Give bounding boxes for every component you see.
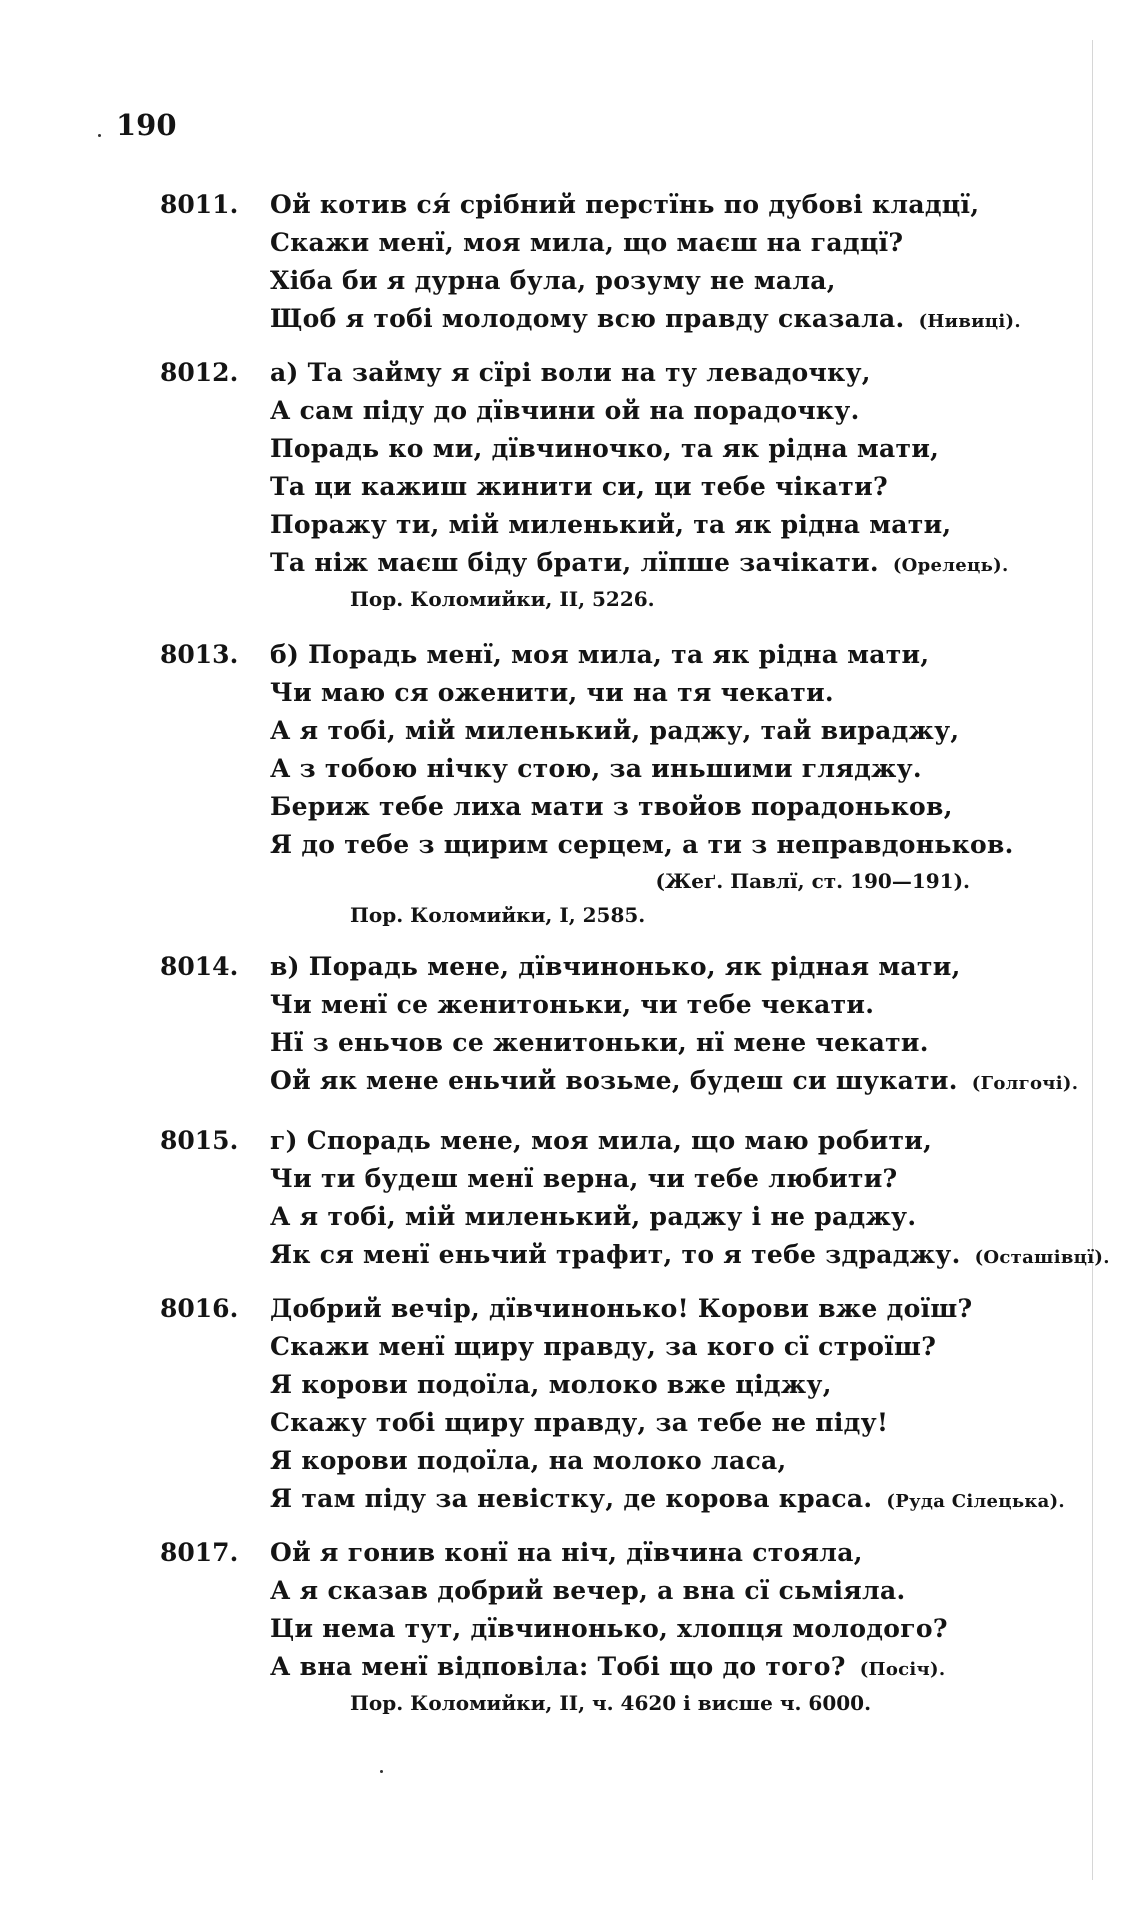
verse-lines (270, 1534, 1070, 1720)
verse-line: А я сказав добрий вечер, а вна сї сьміяла. (270, 1576, 906, 1605)
verse-line: А вна менї відповіла: Тобі що до того? (Посіч). (270, 1652, 946, 1681)
verse-line: в) Порадь мене, дївчинонько, як рідная мати, (270, 952, 961, 981)
source-note: (Посіч). (859, 1659, 946, 1680)
entry-number: 8016. (160, 1294, 239, 1323)
verse-line: Щоб я тобі молодому всю правду сказала. (Нивиці). (270, 304, 1021, 333)
verse-line: Нї з еньчов се женитоньки, нї мене чекати. (270, 1028, 929, 1057)
verse-line: Чи маю ся оженити, чи на тя чекати. (270, 678, 834, 707)
entry-number: 8013. (160, 640, 239, 669)
verse-line: А сам піду до дївчини ой на порадочку. (270, 396, 860, 425)
verse-line: А з тобою нічку стою, за иньшими гляджу. (270, 754, 922, 783)
page-edge-line (1092, 40, 1093, 1880)
entry-number: 8012. (160, 358, 239, 387)
reference-note: Пор. Коломийки, I, 2585. (350, 903, 646, 927)
verse-line: Та ніж маєш біду брати, лїпше зачікати. (Орелець). (270, 548, 1009, 577)
verse-line: Ой я гонив конї на ніч, дївчина стояла, (270, 1538, 863, 1567)
verse-line: Бериж тебе лиха мати з твойов порадоньков, (270, 792, 953, 821)
entry-number: 8011. (160, 190, 239, 219)
verse-lines (270, 636, 1070, 932)
verse-line: г) Спорадь мене, моя мила, що маю робити, (270, 1126, 933, 1155)
page-number: 190 (116, 108, 177, 142)
reference-note: Пор. Коломийки, II, ч. 4620 і висше ч. 6000. (350, 1691, 872, 1715)
source-note: (Орелець). (892, 555, 1009, 576)
verse-line: Добрий вечір, дївчинонько! Корови вже доїш? (270, 1294, 973, 1323)
verse-line: Я корови подоїла, молоко вже ціджу, (270, 1370, 832, 1399)
verse-lines (270, 186, 1070, 338)
verse-line: Хіба би я дурна була, розуму не мала, (270, 266, 836, 295)
verse-line: Скажи менї, моя мила, що маєш на гадцї? (270, 228, 904, 257)
verse-line: Скажу тобі щиру правду, за тебе не піду! (270, 1408, 889, 1437)
source-note: (Голгочі). (971, 1073, 1079, 1094)
verse-line: Поражу ти, мій миленький, та як рідна мати, (270, 510, 952, 539)
source-note: (Осташівцї). (974, 1247, 1110, 1268)
verse-line: б) Порадь менї, моя мила, та як рідна мати, (270, 640, 930, 669)
verse-line: Ой котив ся́ срібний перстїнь по дубові кладцї, (270, 190, 980, 219)
verse-line: Я до тебе з щирим серцем, а ти з неправдоньков. (270, 830, 1014, 859)
verse-lines (270, 1122, 1110, 1274)
verse-lines (270, 1290, 1070, 1518)
verse-line: Я там піду за невістку, де корова краса. (Руда Сілецька). (270, 1484, 1065, 1513)
verse-lines (270, 948, 1079, 1100)
speck (98, 134, 101, 137)
entry-number: 8017. (160, 1538, 239, 1567)
verse-line: Ци нема тут, дївчинонько, хлопця молодого? (270, 1614, 948, 1643)
verse-lines (270, 354, 1070, 616)
verse-line: Та ци кажиш жинити си, ци тебе чікати? (270, 472, 888, 501)
speck (380, 1770, 383, 1773)
reference-note: Пор. Коломийки, II, 5226. (350, 587, 655, 611)
source-note: (Руда Сілецька). (886, 1491, 1065, 1512)
verse-line: А я тобі, мій миленький, раджу, тай вираджу, (270, 716, 960, 745)
verse-line: Скажи менї щиру правду, за кого сї строїш? (270, 1332, 937, 1361)
entry-number: 8014. (160, 952, 239, 981)
verse-line: Як ся менї еньчий трафит, то я тебе здраджу. (Осташівцї). (270, 1240, 1110, 1269)
entry-number: 8015. (160, 1126, 239, 1155)
verse-line: Чи ти будеш менї верна, чи тебе любити? (270, 1164, 898, 1193)
source-note: (Нивиці). (918, 311, 1021, 332)
verse-line: Ой як мене еньчий возьме, будеш си шукати. (Голгочі). (270, 1066, 1079, 1095)
verse-line: а) Та займу я сїрі воли на ту левадочку, (270, 358, 871, 387)
verse-line: Я корови подоїла, на молоко ласа, (270, 1446, 787, 1475)
verse-line: Чи менї се женитоньки, чи тебе чекати. (270, 990, 875, 1019)
verse-line: А я тобі, мій миленький, раджу і не раджу. (270, 1202, 917, 1231)
source-note: (Жеґ. Павлї, ст. 190—191). (655, 869, 970, 893)
verse-line: Порадь ко ми, дївчиночко, та як рідна мати, (270, 434, 940, 463)
